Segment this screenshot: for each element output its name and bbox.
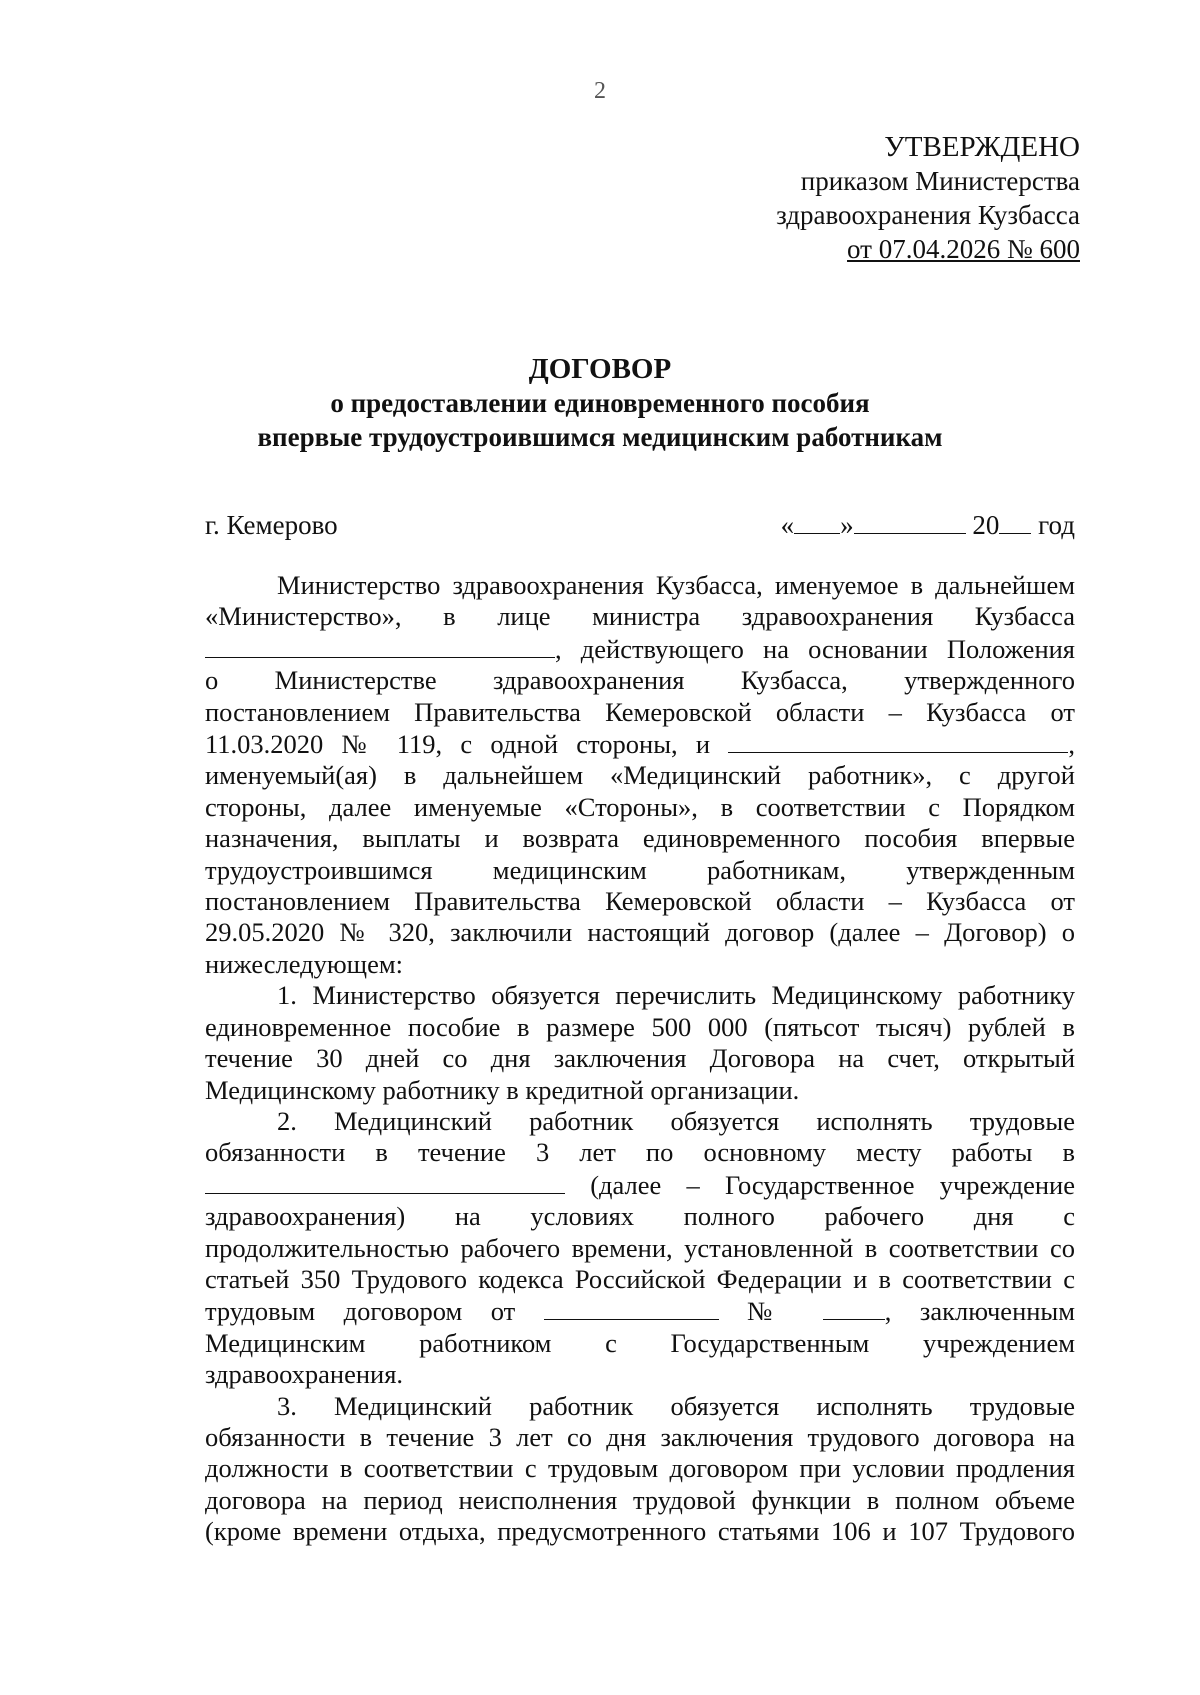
date-quote-open: « [780, 510, 795, 540]
text-line [205, 1169, 1075, 1201]
text-fragment: № [747, 1296, 795, 1327]
text-line: продолжительностью рабочего времени, установленной в соответствии со [205, 1232, 1075, 1263]
date-field [781, 508, 1075, 542]
clause-1 [205, 980, 1075, 1106]
text-line: трудоустроившимся медицинским работникам, утвержденным [205, 854, 1075, 885]
approval-stamp [776, 130, 1080, 266]
text-line: здравоохранения) на условиях полного рабочего дня с [205, 1201, 1075, 1232]
year-suffix: год [1038, 510, 1075, 540]
city-label: г. Кемерово [205, 510, 338, 540]
text-line: 1. Министерство обязуется перечислить Медицинскому работнику [277, 980, 1075, 1011]
document-subtitle: впервые трудоустроившимся медицинским работникам [257, 422, 943, 452]
text-line: стороны, далее именуемые «Стороны», в соответствии с Порядком [205, 791, 1075, 822]
text-fragment: , заключенным [884, 1296, 1076, 1327]
text-line: нижеследующем: [205, 948, 403, 979]
employer-blank [205, 1169, 565, 1194]
date-quote-close: » [840, 510, 854, 540]
text-line: Министерство здравоохранения Кузбасса, именуемое в дальнейшем [277, 570, 1075, 600]
approved-title: УТВЕРЖДЕНО [884, 131, 1080, 163]
text-line: единовременное пособие в размере 500 000 (пятьсот тысяч) рублей в [205, 1011, 1075, 1042]
text-fragment: , [1068, 729, 1076, 760]
year-blank [999, 509, 1031, 534]
preamble-paragraph [205, 570, 1075, 980]
text-line: именуемый(ая) в дальнейшем «Медицинский работник», с другой [205, 760, 1075, 791]
document-title-block [0, 352, 1200, 454]
text-line: Медицинскому работнику в кредитной организации. [205, 1074, 800, 1105]
text-line: 2. Медицинский работник обязуется исполнять трудовые [277, 1105, 1075, 1136]
text-fragment: , действующего на основании Положения [555, 633, 1075, 664]
text-line: течение 30 дней со дня заключения Договора на счет, открытый [205, 1043, 1075, 1074]
text-line [205, 1295, 1075, 1327]
text-line: 3. Медицинский работник обязуется исполнять трудовые [277, 1390, 1075, 1421]
text-fragment: трудовым договором от [205, 1296, 516, 1327]
page-number: 2 [594, 78, 606, 104]
worker-name-blank [728, 728, 1068, 753]
text-line: постановлением Правительства Кемеровской области – Кузбасса от [205, 886, 1075, 917]
text-line [205, 728, 1075, 760]
text-line: назначения, выплаты и возврата единовременного пособия впервые [205, 823, 1075, 854]
text-fragment: (далее – Государственное учреждение [590, 1169, 1075, 1200]
text-line: здравоохранения. [205, 1359, 404, 1390]
text-line: договора на период неисполнения трудовой функции в полном объеме [205, 1484, 1075, 1515]
text-fragment: 11.03.2020 № 119, с одной стороны, и [205, 729, 711, 760]
approval-order-line: от 07.04.2026 № 600 [847, 234, 1080, 264]
text-line: (кроме времени отдыха, предусмотренного статьями 106 и 107 Трудового [205, 1516, 1075, 1547]
approval-line: приказом Министерства [800, 166, 1080, 196]
text-line: о Министерстве здравоохранения Кузбасса, утвержденного [205, 665, 1075, 696]
text-line: статьей 350 Трудового кодекса Российской Федерации и в соответствии с [205, 1263, 1075, 1294]
contract-number-blank [823, 1295, 885, 1320]
text-line [205, 633, 1075, 665]
contract-date-blank [544, 1295, 719, 1320]
document-title: ДОГОВОР [528, 353, 672, 385]
text-line: «Министерство», в лице министра здравоохранения Кузбасса [205, 601, 1075, 632]
day-blank [794, 509, 840, 534]
text-line: 29.05.2020 № 320, заключили настоящий договор (далее – Договор) о [205, 917, 1075, 948]
text-line: должности в соответствии с трудовым договором при условии продления [205, 1453, 1075, 1484]
year-prefix: 20 [972, 510, 1000, 540]
text-line: обязанности в течение 3 лет со дня заключения трудового договора на [205, 1421, 1075, 1452]
text-line: обязанности в течение 3 лет по основному месту работы в [205, 1137, 1075, 1168]
document-subtitle: о предоставлении единовременного пособия [330, 388, 870, 418]
text-line: Медицинским работником с Государственным учреждением [205, 1327, 1075, 1358]
approval-line: здравоохранения Кузбасса [776, 200, 1080, 230]
minister-name-blank [205, 633, 555, 658]
text-line: постановлением Правительства Кемеровской области – Кузбасса от [205, 696, 1075, 727]
contract-body [205, 570, 1075, 1548]
clause-2 [205, 1106, 1075, 1391]
month-blank [854, 509, 966, 534]
clause-3 [205, 1391, 1075, 1548]
